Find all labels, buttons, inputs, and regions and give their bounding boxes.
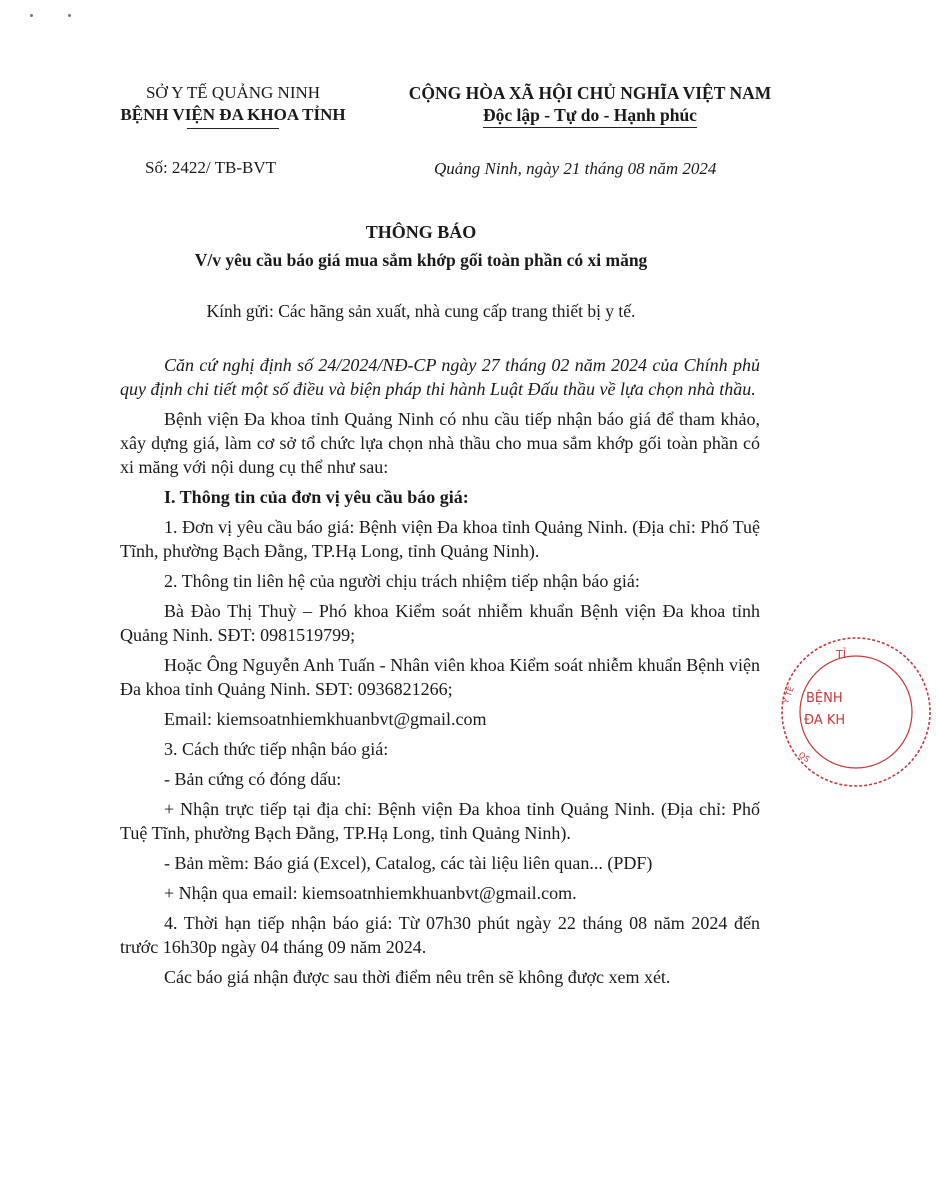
legal-basis: Căn cứ nghị định số 24/2024/NĐ-CP ngày 27 tháng 02 năm 2024 của Chính phủ quy định chi tiết một số điều và biện pháp thi hành Luật Đấu thầu về lựa chọn nhà thầu. [120,355,760,399]
contact-email: Email: kiemsoatnhiemkhuanbvt@gmail.com [164,709,487,729]
agency-name: SỞ Y TẾ QUẢNG NINH [145,83,321,102]
section-heading: I. Thông tin của đơn vị yêu cầu báo giá: [164,487,469,507]
red-seal-stamp [776,632,936,792]
national-motto: Độc lập - Tự do - Hạnh phúc [483,104,697,128]
soft-copy-heading: - Bản mềm: Báo giá (Excel), Catalog, các tài liệu liên quan... (PDF) [164,853,653,873]
hard-copy-heading: - Bản cứng có đóng dấu: [164,769,342,789]
place-and-date: Quảng Ninh, ngày 21 tháng 08 năm 2024 [434,159,717,178]
stamp-text-top: TỈ [836,648,846,661]
item-receiving-method: 3. Cách thức tiếp nhận báo giá: [164,739,389,759]
stamp-inner-ring [800,656,912,768]
document-title: THÔNG BÁO [365,222,477,242]
intro-paragraph: Bệnh viện Đa khoa tỉnh Quảng Ninh có nhu cầu tiếp nhận báo giá để tham khảo, xây dựng giá, làm cơ sở tổ chức lựa chọn nhà thầu cho mua sắm khớp gối toàn phần có xi măng với nội dung cụ thể như sau: [120,409,760,477]
scan-speck [30,14,33,17]
document-subject: V/v yêu cầu báo giá mua sắm khớp gối toàn phần có xi măng [194,250,648,270]
stamp-outer-ring [782,638,930,786]
contact-person-2: Hoặc Ông Nguyễn Anh Tuấn - Nhân viên khoa Kiểm soát nhiễm khuẩn Bệnh viện Đa khoa tỉnh Quảng Ninh. SĐT: 0936821266; [120,655,760,699]
issuing-agency-block [98,82,368,129]
hospital-name: BỆNH VIỆN ĐA KHOA TỈNH [120,105,346,124]
stamp-text-bottom: QS [796,750,812,765]
stamp-text-line2: ĐA KH [804,713,846,728]
closing-note: Các báo giá nhận được sau thời điểm nêu trên sẽ không được xem xét. [164,967,671,987]
document-number: Số: 2422/ TB-BVT [145,158,276,177]
item-deadline: 4. Thời hạn tiếp nhận báo giá: Từ 07h30 phút ngày 22 tháng 08 năm 2024 đến trước 16h30p ngày 04 tháng 09 năm 2024. [120,913,760,957]
national-header-block [390,82,790,128]
scan-speck [68,14,71,17]
item-contact-info: 2. Thông tin liên hệ của người chịu trách nhiệm tiếp nhận báo giá: [164,571,640,591]
agency-underline [187,128,279,129]
nation-name: CỘNG HÒA XÃ HỘI CHỦ NGHĨA VIỆT NAM [408,83,772,103]
item-requesting-unit: 1. Đơn vị yêu cầu báo giá: Bệnh viện Đa khoa tỉnh Quảng Ninh. (Địa chỉ: Phố Tuệ Tĩnh, phường Bạch Đằng, TP.Hạ Long, tỉnh Quảng Ninh). [120,517,760,561]
hard-copy-detail: + Nhận trực tiếp tại địa chỉ: Bệnh viện Đa khoa tỉnh Quảng Ninh. (Địa chỉ: Phố Tuệ Tĩnh, phường Bạch Đằng, TP.Hạ Long, tỉnh Quảng Ninh). [120,799,760,843]
soft-copy-detail: + Nhận qua email: kiemsoatnhiemkhuanbvt@gmail.com. [164,883,577,903]
stamp-text-side: Y TẾ [781,685,796,705]
contact-person-1: Bà Đào Thị Thuỳ – Phó khoa Kiểm soát nhiễm khuẩn Bệnh viện Đa khoa tỉnh Quảng Ninh. SĐT: 0981519799; [120,601,760,645]
document-body [120,353,760,995]
recipient-line: Kính gửi: Các hãng sản xuất, nhà cung cấp trang thiết bị y tế. [206,301,636,321]
stamp-text-line1: BỆNH [806,691,843,706]
